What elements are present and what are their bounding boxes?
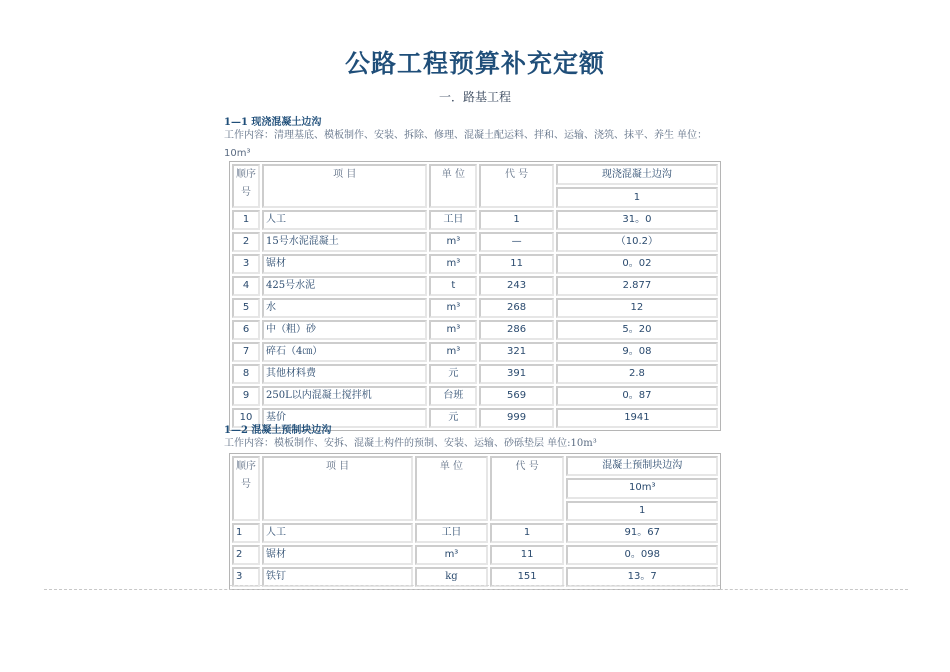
section-1-work-line-1: 工作内容：清理基底、模板制作、安装、拆除、修理、混凝土配运料、拌和、运输、浇筑、抹平、养生 单位： (224, 130, 708, 141)
section-1-quota-table (229, 161, 721, 431)
table-row: 5 水 m³ 268 12 (232, 298, 718, 318)
section-2-quota-table (229, 453, 721, 590)
section-2-work-line-1: 工作内容：模板制作、安拆、混凝土构件的预制、安装、运输、砂砾垫层 单位:10m³ (224, 438, 597, 449)
section-1-heading: 1—1 现浇混凝土边沟 (224, 117, 322, 128)
header-column-unit: 10m³ (566, 478, 718, 498)
table-row: 1 人工 工日 1 91。67 (232, 523, 718, 543)
header-seq: 顺序 号 (232, 164, 260, 208)
header-unit: 单 位 (429, 164, 477, 208)
table-row: 4 425号水泥 t 243 2.877 (232, 276, 718, 296)
section-1-work-line-2: 10m³ (224, 148, 251, 159)
table-row: 10 基价 元 999 1941 (232, 408, 718, 428)
header-code: 代 号 (479, 164, 554, 208)
table-row: 7 碎石（4㎝） m³ 321 9。08 (232, 342, 718, 362)
table-row: 3 铁钉 kg 151 13。7 (232, 567, 718, 587)
section-1-work-content (224, 127, 707, 163)
header-column-number: 1 (556, 187, 718, 208)
section-2-heading: 1—2 混凝土预制块边沟 (224, 425, 332, 436)
section-2-work-content (224, 435, 597, 453)
table-row: 3 锯材 m³ 11 0。02 (232, 254, 718, 274)
header-unit: 单 位 (415, 456, 488, 521)
table-row: 8 其他材料费 元 391 2.8 (232, 364, 718, 384)
table-row: 9 250L以内混凝土搅拌机 台班 569 0。87 (232, 386, 718, 406)
table-row: 1 人工 工日 1 31。0 (232, 210, 718, 230)
header-column-number: 1 (566, 501, 718, 521)
header-column-title: 混凝土预制块边沟 (566, 456, 718, 476)
table-cut-line (230, 585, 720, 586)
table-row: 2 15号水泥混凝土 m³ — （10.2） (232, 232, 718, 252)
header-seq: 顺序 号 (232, 456, 260, 521)
table-row: 2 锯材 m³ 11 0。098 (232, 545, 718, 565)
table-header-row (232, 456, 718, 476)
header-code: 代 号 (490, 456, 565, 521)
document-title: 公路工程预算补充定额 (344, 49, 605, 78)
header-column-title: 现浇混凝土边沟 (556, 164, 718, 185)
header-item: 项 目 (262, 164, 427, 208)
chapter-heading: 一．路基工程 (438, 90, 511, 104)
table-row: 6 中（粗）砂 m³ 286 5。20 (232, 320, 718, 340)
page-break-line (44, 589, 908, 590)
header-item: 项 目 (262, 456, 413, 521)
table-header-row (232, 164, 718, 185)
